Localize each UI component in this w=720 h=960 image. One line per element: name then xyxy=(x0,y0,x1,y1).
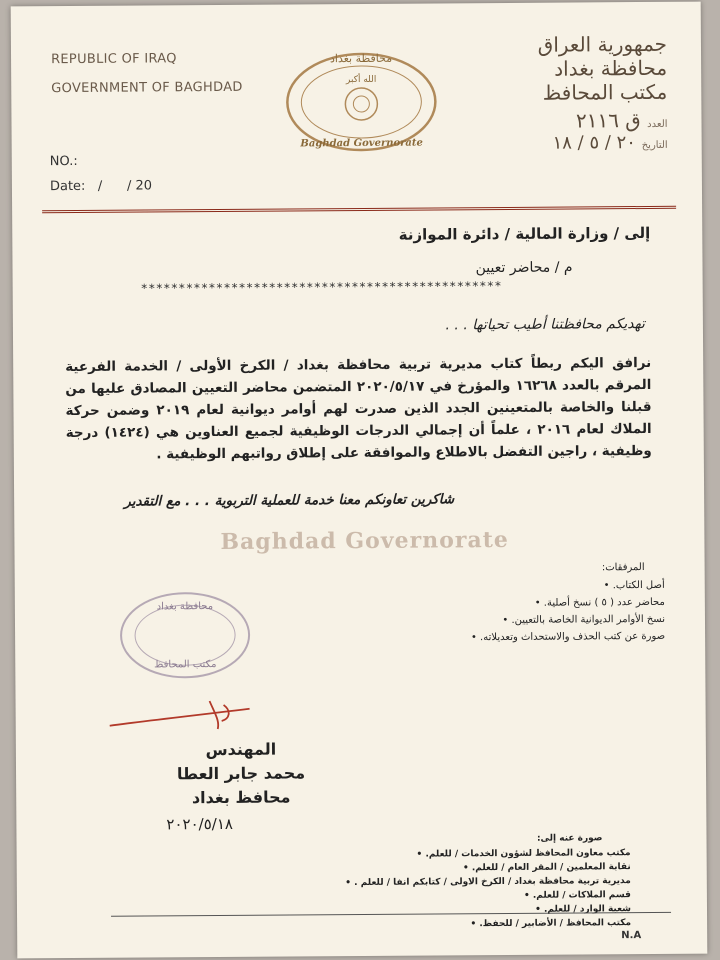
date-label-arabic: التاريخ xyxy=(641,139,668,152)
date-value-arabic: ٢٠ / ٥ / ١٨ xyxy=(552,132,637,154)
cc-heading: صورة عنه إلى: xyxy=(536,833,603,844)
attachment-item: نسخ الأوامر الديوانية الخاصة بالتعيين. • xyxy=(345,614,665,627)
cc-item: قسم الملاكات / للعلم. • xyxy=(271,890,631,903)
letter-page xyxy=(11,2,708,959)
subject: م / محاضر تعيين xyxy=(475,259,573,277)
signature-date: ٢٠٢٠/٥/١٨ xyxy=(166,814,233,834)
attachment-item: أصل الكتاب. • xyxy=(345,580,665,593)
number-field: NO.: xyxy=(49,153,78,170)
signer-position: محافظ بغداد xyxy=(191,787,291,808)
separator-stars: ************************************************ xyxy=(140,278,502,296)
attachment-item: صورة عن كتب الحذف والاستحداث وتعديلاته. • xyxy=(345,631,665,644)
date-field: Date: / / 20 xyxy=(49,178,153,195)
letterhead-arabic xyxy=(457,32,668,154)
attachment-item: محاضر عدد ( ٥ ) نسخ أصلية. • xyxy=(345,597,665,610)
reference-value: ق ٢١١٦ xyxy=(575,108,641,133)
letter-date xyxy=(458,132,668,154)
signature-block xyxy=(146,737,336,810)
cc-item: مديرية تربية محافظة بغداد / الكرخ الاولى / كتابكم انفا / للعلم . • xyxy=(271,876,631,889)
stamp-text: محافظة بغداد xyxy=(156,601,214,613)
stamp-subtext: مكتب المحافظ xyxy=(154,659,217,671)
greeting: تهديكم محافظتنا أطيب تحياتها . . . xyxy=(445,316,645,334)
watermark: Baghdad Governorate xyxy=(220,526,509,555)
emblem-arabic-name: محافظة بغداد xyxy=(329,51,393,66)
cc-item: شعبة الوارد / للعلم. • xyxy=(271,904,631,917)
republic-arabic: جمهورية العراق xyxy=(537,31,668,57)
reference-number xyxy=(457,108,667,133)
governorate-arabic: محافظة بغداد xyxy=(554,55,668,81)
signer-title: المهندس xyxy=(205,739,277,760)
cc-item: مكتب المحافظ / الأضابير / للحفظ. • xyxy=(271,918,631,931)
reference-label: العدد xyxy=(647,118,668,130)
cc-item: مكتب معاون المحافظ لشؤون الخدمات / للعلم. • xyxy=(271,848,631,861)
office-arabic: مكتب المحافظ xyxy=(542,79,668,105)
office-stamp xyxy=(115,585,256,686)
header-divider xyxy=(42,206,676,213)
emblem-english-name: Baghdad Governorate xyxy=(300,137,423,150)
governorate-emblem xyxy=(281,43,442,164)
letterhead-english xyxy=(51,51,243,110)
emblem-motto: الله أكبر xyxy=(345,74,377,86)
republic-label: REPUBLIC OF IRAQ xyxy=(51,51,177,68)
attachments-heading: المرفقات: xyxy=(601,562,645,574)
closing-line: شاكرين تعاونكم معنا خدمة للعملية التربوية . . . مع التقدير xyxy=(124,491,455,510)
footer-initials: N.A xyxy=(621,930,642,942)
letter-body: نرافق اليكم ربطاً كتاب مديرية تربية محافظة بغداد / الكرخ الأولى / الخدمة الفرعية المرقم بالعدد ١٦٢٦٨ والمؤرخ في ٢٠٢٠/٥/١٧ المتضمن محاضر التعيين المصادق عليها من قبلنا والخاصة بالمتعينين الجدد الذين صدرت لهم أوامر ديوانية لعام ٢٠١٩ وضمن حركة الملاك لعام ٢٠١٦ ، علماً أن إجمالي الدرجات الوظيفية لجميع العناوين هي (١٤٢٤) درجة وظيفية ، راجين التفضل بالاطلاع والموافقة على إطلاق رواتبهم الوظيفية . xyxy=(65,354,652,463)
attachments-list xyxy=(345,580,665,650)
addressee: إلى / وزارة المالية / دائرة الموازنة xyxy=(398,223,651,244)
handwritten-signature xyxy=(100,695,260,736)
cc-list xyxy=(271,848,632,935)
signer-name: محمد جابر العطا xyxy=(176,763,306,784)
government-label: GOVERNMENT OF BAGHDAD xyxy=(51,79,243,97)
cc-item: نقابة المعلمين / المقر العام / للعلم. • xyxy=(271,862,631,875)
